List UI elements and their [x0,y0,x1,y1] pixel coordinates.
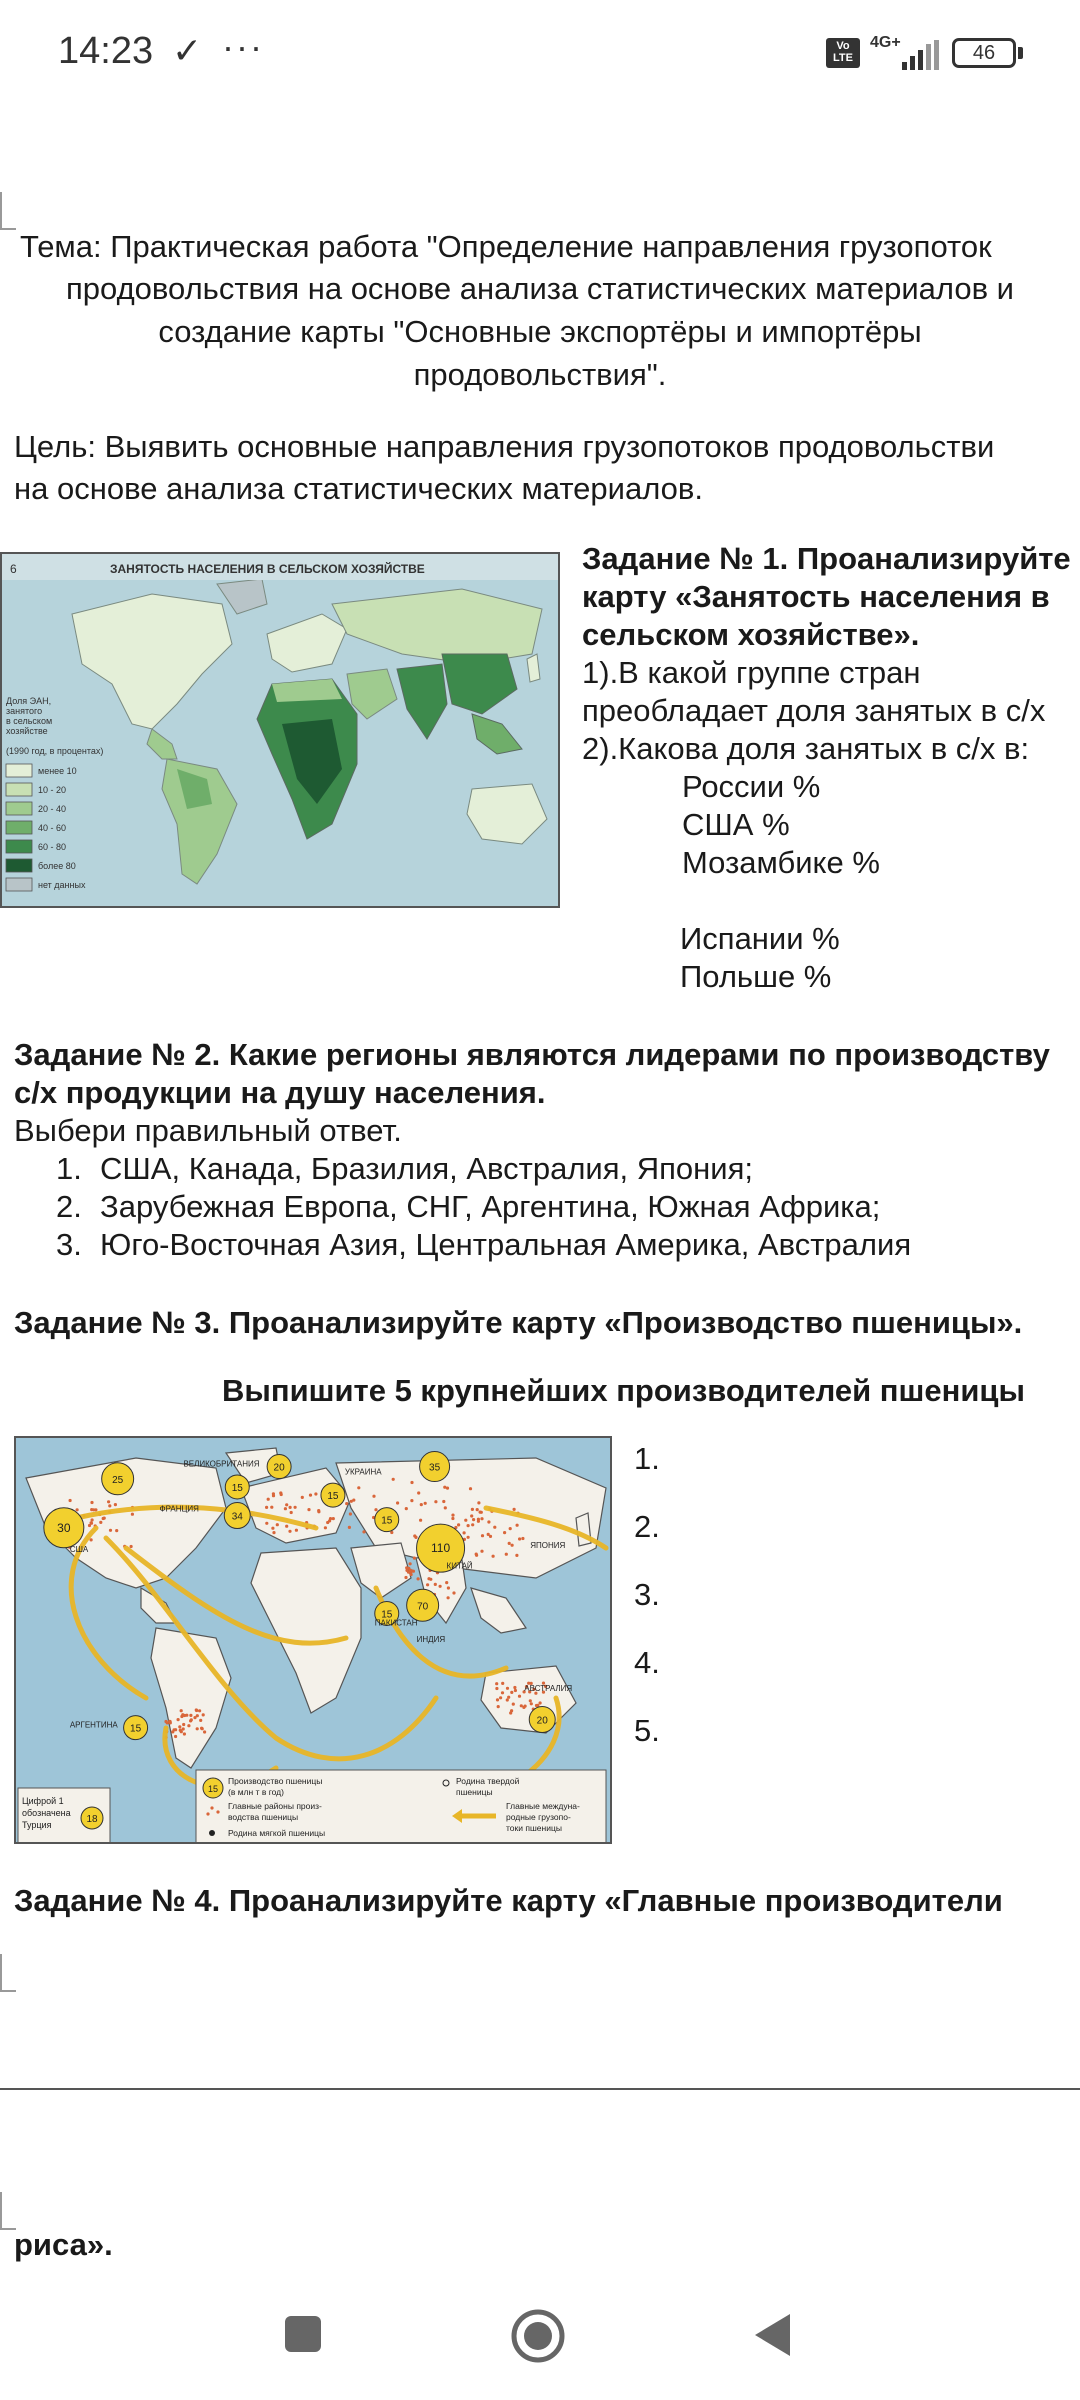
wheat-production-dot [178,1725,181,1728]
map1-legend-label: 10 - 20 [38,785,67,795]
map1-legend-caption-5: (1990 год, в процентах) [6,746,104,756]
wheat-production-dot [522,1706,525,1709]
map1-legend-label: 20 - 40 [38,804,67,814]
wheat-production-dot [410,1481,413,1484]
wheat-production-dot [69,1499,72,1502]
wheat-production-dot [503,1531,506,1534]
wheat-production-dot [185,1714,188,1717]
wheat-production-dot [309,1494,312,1497]
wheat-production-dot [511,1544,514,1547]
wheat-production-dot [475,1553,478,1556]
wheat-legend-item-4: водства пшеницы [228,1812,299,1822]
task1-country-usa: США % [682,807,790,842]
wheat-production-dot [480,1517,483,1520]
wheat-production-dot [506,1698,509,1701]
wheat-production-dot [471,1508,474,1511]
wheat-country-label: ПАКИСТАН [374,1618,418,1628]
answer-number-5: 5. [634,1713,660,1748]
wheat-production-dot [362,1530,365,1533]
wheat-legend-item-9: родные грузопо- [506,1812,571,1822]
wheat-production-value: 15 [130,1723,142,1735]
wheat-production-dot [501,1691,504,1694]
wheat-legend-item-10: токи пшеницы [506,1823,562,1833]
map1-legend-swatch [6,764,32,777]
map1-title: ЗАНЯТОСТЬ НАСЕЛЕНИЯ В СЕЛЬСКОМ ХОЗЯЙСТВЕ [110,562,425,576]
wheat-production-dot [91,1518,94,1521]
wheat-production-dot [187,1724,190,1727]
wheat-production-dot [392,1478,395,1481]
wheat-legend-box-1: Цифрой 1 [22,1796,64,1806]
wheat-production-dot [476,1508,479,1511]
page-corner-mark-2 [0,1954,16,1992]
wheat-production-dot [457,1523,460,1526]
wheat-production-dot [202,1713,205,1716]
map1-legend-label: нет данных [38,880,86,890]
status-bar [0,0,1080,110]
wheat-production-dot [477,1501,480,1504]
wheat-production-dot [487,1533,490,1536]
back-triangle-icon[interactable] [752,2312,792,2358]
wheat-production-dot [539,1701,542,1704]
wheat-country-label: УКРАИНА [344,1467,382,1477]
wheat-production-dot [505,1553,508,1556]
wheat-production-dot [512,1703,515,1706]
wheat-production-dot [405,1507,408,1510]
wheat-production-dot [374,1508,377,1511]
wheat-production-value: 15 [381,1609,393,1621]
wheat-production-dot [265,1522,268,1525]
wheat-production-value: 15 [381,1515,393,1527]
wheat-production-dot [183,1732,186,1735]
wheat-production-dot [493,1526,496,1529]
wheat-production-dot [417,1577,420,1580]
wheat-map-image [14,1436,612,1844]
title-line-1: Тема: Практическая работа "Определение направления грузопоток [20,229,992,264]
wheat-production-dot [530,1702,533,1705]
wheat-production-dot [452,1591,455,1594]
map1-legend-swatch [6,878,32,891]
wheat-production-value: 20 [536,1715,548,1727]
map1-legend-caption-4: хозяйстве [6,726,48,736]
map1-legend-swatch [6,840,32,853]
wheat-production-dot [103,1517,106,1520]
wheat-production-dot [203,1730,206,1733]
goal-line-1: Цель: Выявить основные направления грузопотоков продовольстви [14,429,995,464]
wheat-production-dot [447,1586,450,1589]
wheat-production-dot [174,1735,177,1738]
wheat-production-dot [497,1705,500,1708]
task1-q2: 2).Какова доля занятых в с/х в: [582,731,1030,766]
wheat-production-dot [426,1583,429,1586]
wheat-production-dot [521,1537,524,1540]
wheat-production-dot [107,1500,110,1503]
wheat-production-value: 110 [431,1541,451,1556]
wheat-production-value: 35 [429,1462,441,1474]
map1-legend-caption-1: Доля ЭАН, [6,696,52,706]
wheat-production-dot [496,1698,499,1701]
wheat-production-dot [417,1491,420,1494]
wheat-production-dot [410,1570,413,1573]
wheat-production-dot [329,1517,332,1520]
wheat-legend-item-7: пшеницы [456,1787,493,1797]
wheat-production-dot [444,1506,447,1509]
wheat-production-dot [471,1523,474,1526]
wheat-production-dot [467,1524,470,1527]
title-line-4: продовольствия". [413,357,667,392]
wheat-production-dot [199,1719,202,1722]
wheat-production-dot [439,1585,442,1588]
wheat-production-dot [317,1510,320,1513]
wheat-production-dot [180,1709,183,1712]
wheat-production-dot [510,1709,513,1712]
wheat-legend-item-3: Главные районы произ- [228,1801,322,1811]
wheat-country-label: АВСТРАЛИЯ [524,1683,573,1693]
map1-legend-caption-3: в сельском [6,716,53,726]
task2-option-3-num: 3. [56,1227,82,1262]
wheat-production-dot [180,1715,183,1718]
map1-legend-label: более 80 [38,861,76,871]
wheat-production-dot [445,1581,448,1584]
map1-legend-label: менее 10 [38,766,77,776]
wheat-production-dot [477,1518,480,1521]
wheat-production-dot [174,1728,177,1731]
task2-option-2: Зарубежная Европа, СНГ, Аргентина, Южная Африка; [100,1189,881,1224]
wheat-legend-item-6: Родина твердой [456,1776,520,1786]
wheat-production-dot [345,1502,348,1505]
wheat-production-dot [272,1494,275,1497]
task1-title-line-1: Задание № 1. Проанализируйте [582,541,1071,576]
wheat-legend-item-5: Родина мягкой пшеницы [228,1828,326,1838]
map1-page-number: 6 [10,562,17,576]
wheat-country-label: АРГЕНТИНА [69,1720,118,1730]
wheat-production-dot [314,1492,317,1495]
wheat-production-dot [284,1507,287,1510]
wheat-production-dot [193,1716,196,1719]
wheat-production-dot [201,1727,204,1730]
wheat-production-dot [410,1499,413,1502]
wheat-production-dot [413,1557,416,1560]
wheat-production-dot [109,1529,112,1532]
task2-prompt: Выбери правильный ответ. [14,1113,402,1148]
wheat-production-dot [180,1730,183,1733]
wheat-production-dot [427,1577,430,1580]
wheat-production-dot [434,1500,437,1503]
wheat-production-dot [506,1687,509,1690]
wheat-production-dot [515,1554,518,1557]
wheat-production-dot [177,1718,180,1721]
check-icon: ✓ [172,30,203,71]
task4-title: Задание № 4. Проанализируйте карту «Главные производители [14,1883,1003,1918]
title-line-2: продовольствия на основе анализа статистических материалов и [66,271,1014,306]
wheat-country-label: ЯПОНИЯ [530,1541,566,1551]
wheat-production-dot [182,1727,185,1730]
home-circle-icon[interactable] [510,2308,566,2364]
wheat-production-dot [189,1714,192,1717]
wheat-production-dot [513,1686,516,1689]
wheat-production-dot [487,1520,490,1523]
wheat-production-dot [295,1529,298,1532]
wheat-production-value: 25 [112,1474,124,1486]
task1-title-line-3: сельском хозяйстве». [582,617,920,652]
wheat-production-dot [195,1709,198,1712]
wheat-production-dot [285,1503,288,1506]
wheat-country-label: ВЕЛИКОБРИТАНИЯ [183,1459,260,1469]
wheat-production-dot [289,1506,292,1509]
wheat-production-dot [424,1502,427,1505]
wheat-production-dot [332,1517,335,1520]
wheat-production-dot [272,1531,275,1534]
wheat-production-dot [396,1501,399,1504]
wheat-production-dot [420,1503,423,1506]
wheat-production-dot [196,1727,199,1730]
more-notifications-icon: ··· [222,26,264,67]
wheat-production-value: 20 [273,1462,285,1474]
task1-title-line-2: карту «Занятость населения в [582,579,1050,614]
answer-number-3: 3. [634,1577,660,1612]
wheat-production-dot [372,1495,375,1498]
wheat-production-dot [414,1536,417,1539]
wheat-production-dot [419,1519,422,1522]
map1-legend-label: 40 - 60 [38,823,67,833]
wheat-production-dot [514,1689,517,1692]
task2-option-2-num: 2. [56,1189,82,1224]
wheat-production-dot [508,1542,511,1545]
page-corner-mark-3 [0,2192,16,2230]
wheat-production-dot [270,1506,273,1509]
wheat-production-dot [480,1511,483,1514]
wheat-production-dot [115,1529,118,1532]
wheat-legend-box-3: Турция [22,1820,52,1830]
wheat-production-dot [480,1550,483,1553]
task2-option-1: США, Канада, Бразилия, Австралия, Япония; [100,1151,753,1186]
task1-q1-line-2: преобладает доля занятых в с/х [582,693,1046,728]
wheat-production-dot [301,1496,304,1499]
wheat-production-dot [90,1538,93,1541]
wheat-production-dot [495,1687,498,1690]
wheat-country-label: США [69,1545,89,1555]
wheat-production-dot [90,1501,93,1504]
wheat-production-dot [294,1506,297,1509]
wheat-production-dot [350,1500,353,1503]
wheat-production-dot [324,1526,327,1529]
wheat-production-dot [446,1487,449,1490]
wheat-production-dot [271,1527,274,1530]
wheat-production-dot [279,1491,282,1494]
wheat-production-dot [451,1517,454,1520]
wheat-country-label: ИНДИЯ [416,1635,446,1644]
wheat-production-dot [190,1718,193,1721]
wheat-country-label: КИТАЙ [446,1561,473,1571]
page-corner-mark [0,192,16,230]
wheat-production-dot [357,1486,360,1489]
wheat-production-dot [501,1682,504,1685]
wheat-production-dot [507,1696,510,1699]
wheat-production-dot [518,1537,521,1540]
wheat-production-dot [467,1536,470,1539]
wheat-production-dot [76,1508,79,1511]
wheat-production-dot [88,1524,91,1527]
wheat-production-dot [131,1513,134,1516]
wheat-production-dot [182,1723,185,1726]
wheat-production-dot [529,1699,532,1702]
wheat-production-dot [451,1514,454,1517]
wheat-production-dot [509,1527,512,1530]
wheat-country-label: ФРАНЦИЯ [159,1504,199,1514]
battery-tip [1018,47,1023,59]
map1-legend-swatch [6,802,32,815]
wheat-production-dot [349,1512,352,1515]
map1-legend-swatch [6,783,32,796]
wheat-production-dot [469,1487,472,1490]
title-line-3: создание карты "Основные экспортёры и импортёры [158,314,922,349]
wheat-production-dot [516,1524,519,1527]
wheat-production-dot [265,1506,268,1509]
battery-icon: 46 [952,38,1016,68]
wheat-production-dot [114,1503,117,1506]
navigation-bar [0,2270,1080,2400]
task1-country-poland: Польше % [680,959,832,994]
task1-country-spain: Испании % [680,921,840,956]
wheat-production-dot [410,1573,413,1576]
wheat-production-value: 15 [327,1491,339,1503]
wheat-production-dot [92,1508,95,1511]
answer-number-4: 4. [634,1645,660,1680]
wheat-production-dot [513,1508,516,1511]
map1-legend-swatch [6,859,32,872]
task1-country-mozambique: Мозамбике % [682,845,880,880]
wheat-production-dot [481,1534,484,1537]
wheat-production-dot [518,1695,521,1698]
wheat-production-dot [463,1531,466,1534]
answer-number-2: 2. [634,1509,660,1544]
wheat-production-dot [99,1521,102,1524]
wheat-legend-item-2: (в млн т в год) [228,1787,284,1797]
wheat-production-dot [290,1511,293,1514]
employment-map-image [0,552,560,908]
task4-continuation: риса». [14,2227,113,2262]
task1-country-russia: России % [682,769,821,804]
volte-icon: Vo LTE [826,38,860,68]
task1-q1-line-1: 1).В какой группе стран [582,655,921,690]
wheat-legend-item-1: Производство пшеницы [228,1776,323,1786]
wheat-legend-item-8: Главные междуна- [506,1801,580,1811]
wheat-production-dot [276,1523,279,1526]
task2-option-1-num: 1. [56,1151,82,1186]
wheat-production-dot [409,1562,412,1565]
wheat-production-dot [407,1567,410,1570]
recents-square-icon[interactable] [283,2314,323,2354]
svg-text:15: 15 [207,1784,219,1794]
wheat-production-dot [447,1596,450,1599]
clock: 14:23 [58,30,154,72]
wheat-production-dot [288,1530,291,1533]
task2-title-line-2: с/х продукции на душу населения. [14,1075,546,1110]
wheat-production-value: 15 [231,1482,243,1494]
wheat-production-dot [472,1518,475,1521]
wheat-production-dot [198,1709,201,1712]
wheat-production-value: 70 [417,1601,429,1613]
wheat-production-dot [168,1720,171,1723]
map1-legend-swatch [6,821,32,834]
page-separator [0,2088,1080,2090]
answer-number-1: 1. [634,1441,660,1476]
wheat-production-value: 30 [57,1520,71,1535]
wheat-production-dot [404,1576,407,1579]
task3-subtitle: Выпишите 5 крупнейших производителей пшеницы [222,1373,1025,1408]
map1-legend-label: 60 - 80 [38,842,67,852]
task3-title: Задание № 3. Проанализируйте карту «Производство пшеницы». [14,1305,1023,1340]
wheat-production-dot [442,1500,445,1503]
wheat-production-dot [267,1498,270,1501]
network-type: 4G+ [870,34,901,51]
wheat-production-dot [492,1555,495,1558]
goal-line-2: на основе анализа статистических материалов. [14,471,703,506]
wheat-production-dot [307,1508,310,1511]
wheat-production-dot [171,1730,174,1733]
wheat-production-dot [90,1521,93,1524]
task2-title-line-1: Задание № 2. Какие регионы являются лидерами по производству [14,1037,1050,1072]
wheat-production-value: 34 [231,1511,243,1523]
wheat-legend-box-2: обозначена [22,1808,71,1818]
wheat-production-dot [495,1682,498,1685]
wheat-production-dot [510,1691,513,1694]
wheat-production-dot [348,1526,351,1529]
task2-option-3: Юго-Восточная Азия, Центральная Америка, Австралия [100,1227,912,1262]
wheat-production-dot [499,1696,502,1699]
map1-legend-caption-2: занятого [6,706,43,716]
wheat-production-dot [285,1525,288,1528]
wheat-production-dot [470,1514,473,1517]
wheat-production-dot [130,1545,133,1548]
wheat-legend-turkey-value: 18 [86,1814,98,1825]
wheat-production-dot [464,1519,467,1522]
wheat-production-dot [434,1583,437,1586]
wheat-production-dot [108,1504,111,1507]
signal-icon [902,40,940,70]
